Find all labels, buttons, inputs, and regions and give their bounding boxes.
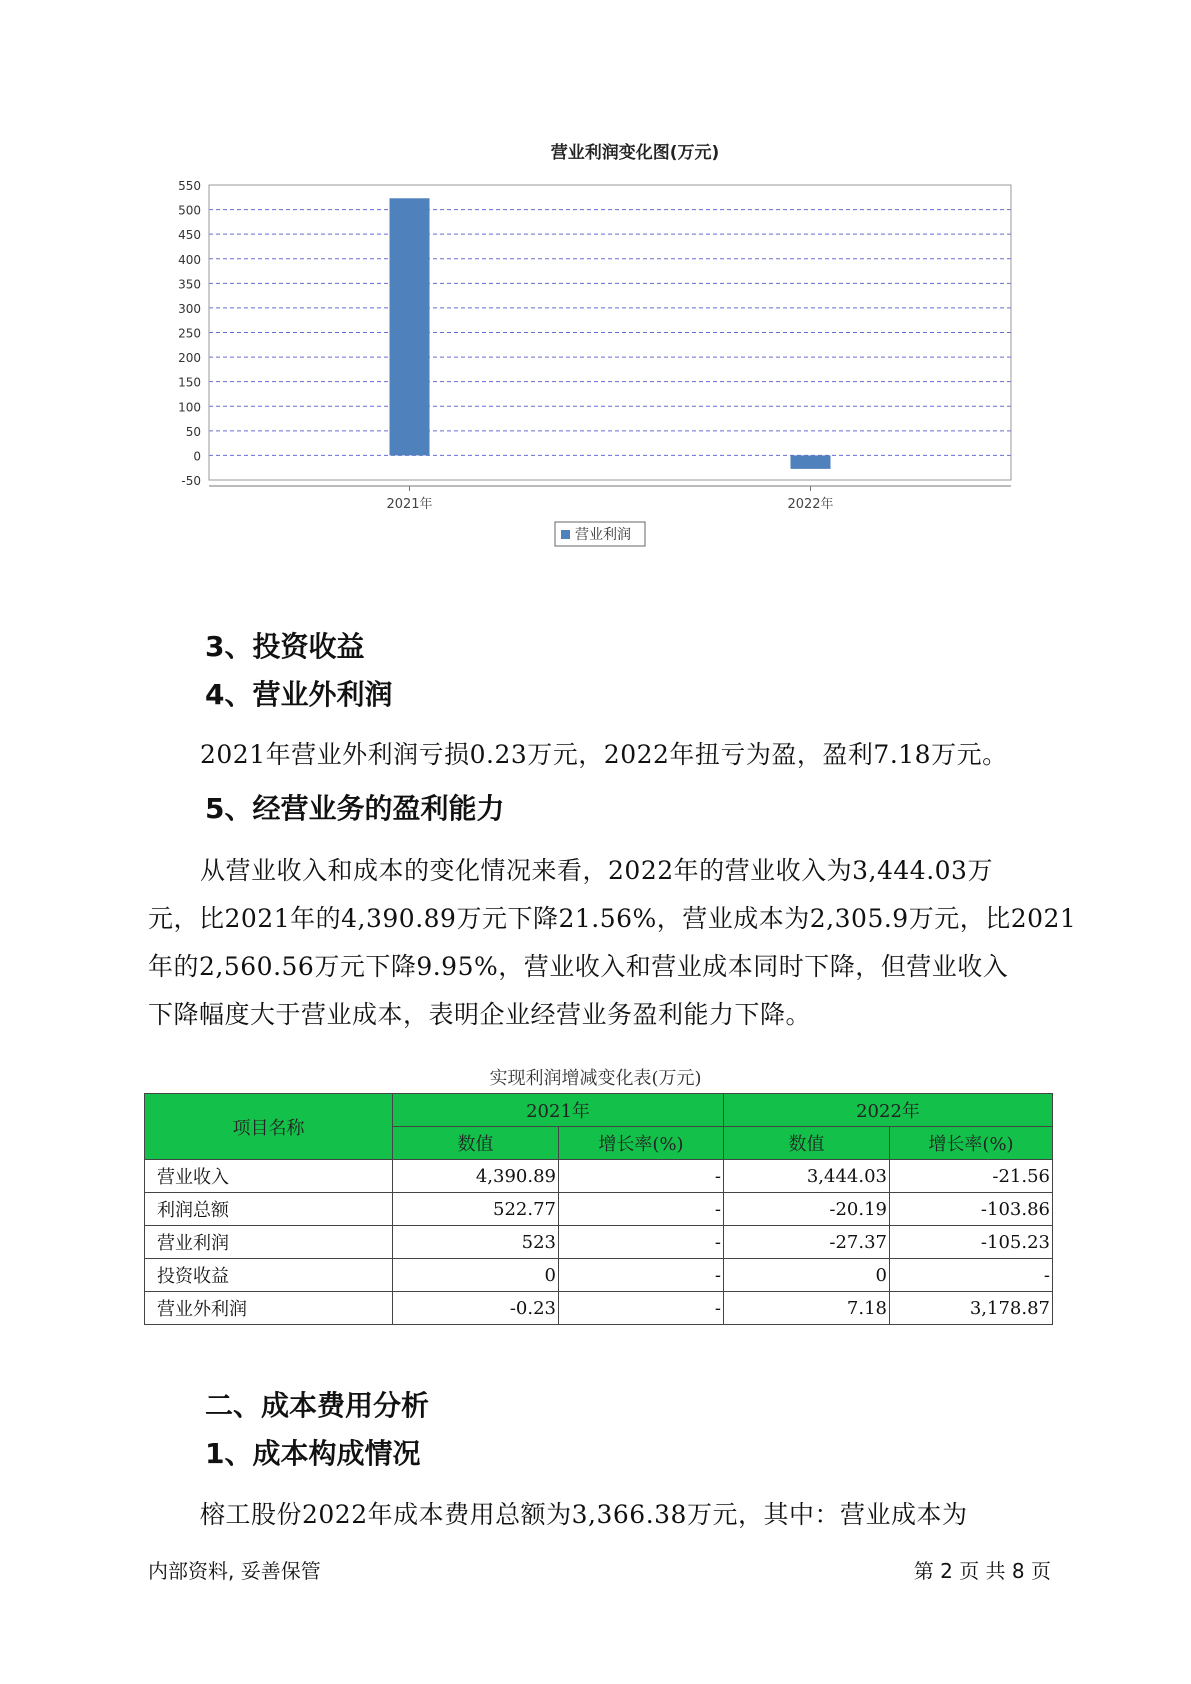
bar-2021年 [390,198,430,455]
footer-page-number: 第 2 页 共 8 页 [913,1559,1051,1583]
cell-value-2022: -27.37 [724,1226,890,1259]
row-name: 利润总额 [145,1193,393,1226]
y-tick-label: 500 [178,203,201,218]
header-year-2022: 2022年 [724,1094,1053,1127]
y-tick-label: 550 [178,179,201,193]
heading-investment-income: 3、投资收益 [205,630,365,663]
cell-value-2022: 0 [724,1259,890,1292]
heading-non-operating-profit: 4、营业外利润 [205,678,393,711]
header-value: 数值 [393,1127,559,1160]
header-value: 数值 [724,1127,890,1160]
paragraph-profitability-line: 元，比2021年的4,390.89万元下降21.56%，营业成本为2,305.9万元，比2021 [148,904,1077,933]
chart-title: 营业利润变化图(万元) [550,143,720,163]
table-header-row [145,1094,1053,1127]
legend-swatch [561,530,570,539]
profit-change-table [144,1093,1053,1325]
y-tick-label: 150 [178,375,201,390]
cell-value-2021: 0 [393,1259,559,1292]
cell-rate-2022: 3,178.87 [890,1292,1053,1325]
y-tick-label: 100 [178,400,201,415]
heading-cost-composition: 1、成本构成情况 [205,1437,421,1470]
cell-rate-2021: - [559,1226,724,1259]
paragraph-cost-composition: 榕工股份2022年成本费用总额为3,366.38万元，其中：营业成本为 [200,1500,968,1529]
table-caption: 实现利润增减变化表(万元) [489,1068,702,1089]
y-tick-label: 300 [178,301,201,316]
y-tick-label: 0 [193,449,201,464]
table-row [145,1193,1053,1226]
footer-confidential-note: 内部资料, 妥善保管 [148,1559,321,1583]
cell-rate-2021: - [559,1160,724,1193]
cell-value-2022: 3,444.03 [724,1160,890,1193]
cell-rate-2021: - [559,1193,724,1226]
operating-profit-chart [150,130,1020,590]
y-tick-label: 200 [178,351,201,366]
paragraph-profitability-line: 下降幅度大于营业成本，表明企业经营业务盈利能力下降。 [148,1000,812,1029]
cell-value-2022: 7.18 [724,1292,890,1325]
x-tick-label: 2022年 [787,497,834,512]
chart-legend [555,522,645,546]
paragraph-profitability-line: 年的2,560.56万元下降9.95%，营业收入和营业成本同时下降，但营业收入 [148,952,1009,981]
cell-rate-2022: -105.23 [890,1226,1053,1259]
row-name: 投资收益 [145,1259,393,1292]
row-name: 营业利润 [145,1226,393,1259]
chart-gridlines [209,185,1011,480]
cell-value-2021: -0.23 [393,1292,559,1325]
table-row [145,1259,1053,1292]
cell-rate-2021: - [559,1292,724,1325]
header-growth-rate: 增长率(%) [890,1127,1053,1160]
y-tick-label: 350 [178,277,201,292]
bar-2022年 [791,455,831,468]
y-tick-label: 400 [178,252,201,267]
table-row [145,1160,1053,1193]
cell-rate-2021: - [559,1259,724,1292]
row-name: 营业收入 [145,1160,393,1193]
legend-label: 营业利润 [575,527,631,543]
header-growth-rate: 增长率(%) [559,1127,724,1160]
cell-value-2021: 522.77 [393,1193,559,1226]
cell-value-2021: 523 [393,1226,559,1259]
y-tick-label: 250 [178,326,201,341]
cell-rate-2022: -103.86 [890,1193,1053,1226]
paragraph-non-operating-profit: 2021年营业外利润亏损0.23万元，2022年扭亏为盈，盈利7.18万元。 [200,740,1008,769]
heading-cost-analysis: 二、成本费用分析 [205,1389,430,1422]
x-tick-label: 2021年 [386,497,433,512]
chart-bars [390,198,831,469]
table-row [145,1226,1053,1259]
header-item-name: 项目名称 [145,1094,393,1160]
y-tick-label: -50 [181,474,201,488]
y-tick-label: 450 [178,228,201,243]
paragraph-profitability-line: 从营业收入和成本的变化情况来看，2022年的营业收入为3,444.03万 [200,856,993,885]
chart-x-ticks [209,486,1011,512]
cell-value-2021: 4,390.89 [393,1160,559,1193]
header-year-2021: 2021年 [393,1094,724,1127]
chart-y-ticks [178,179,201,488]
table-row [145,1292,1053,1325]
cell-rate-2022: -21.56 [890,1160,1053,1193]
heading-profitability: 5、经营业务的盈利能力 [205,792,505,825]
cell-value-2022: -20.19 [724,1193,890,1226]
cell-rate-2022: - [890,1259,1053,1292]
row-name: 营业外利润 [145,1292,393,1325]
y-tick-label: 50 [185,424,201,439]
